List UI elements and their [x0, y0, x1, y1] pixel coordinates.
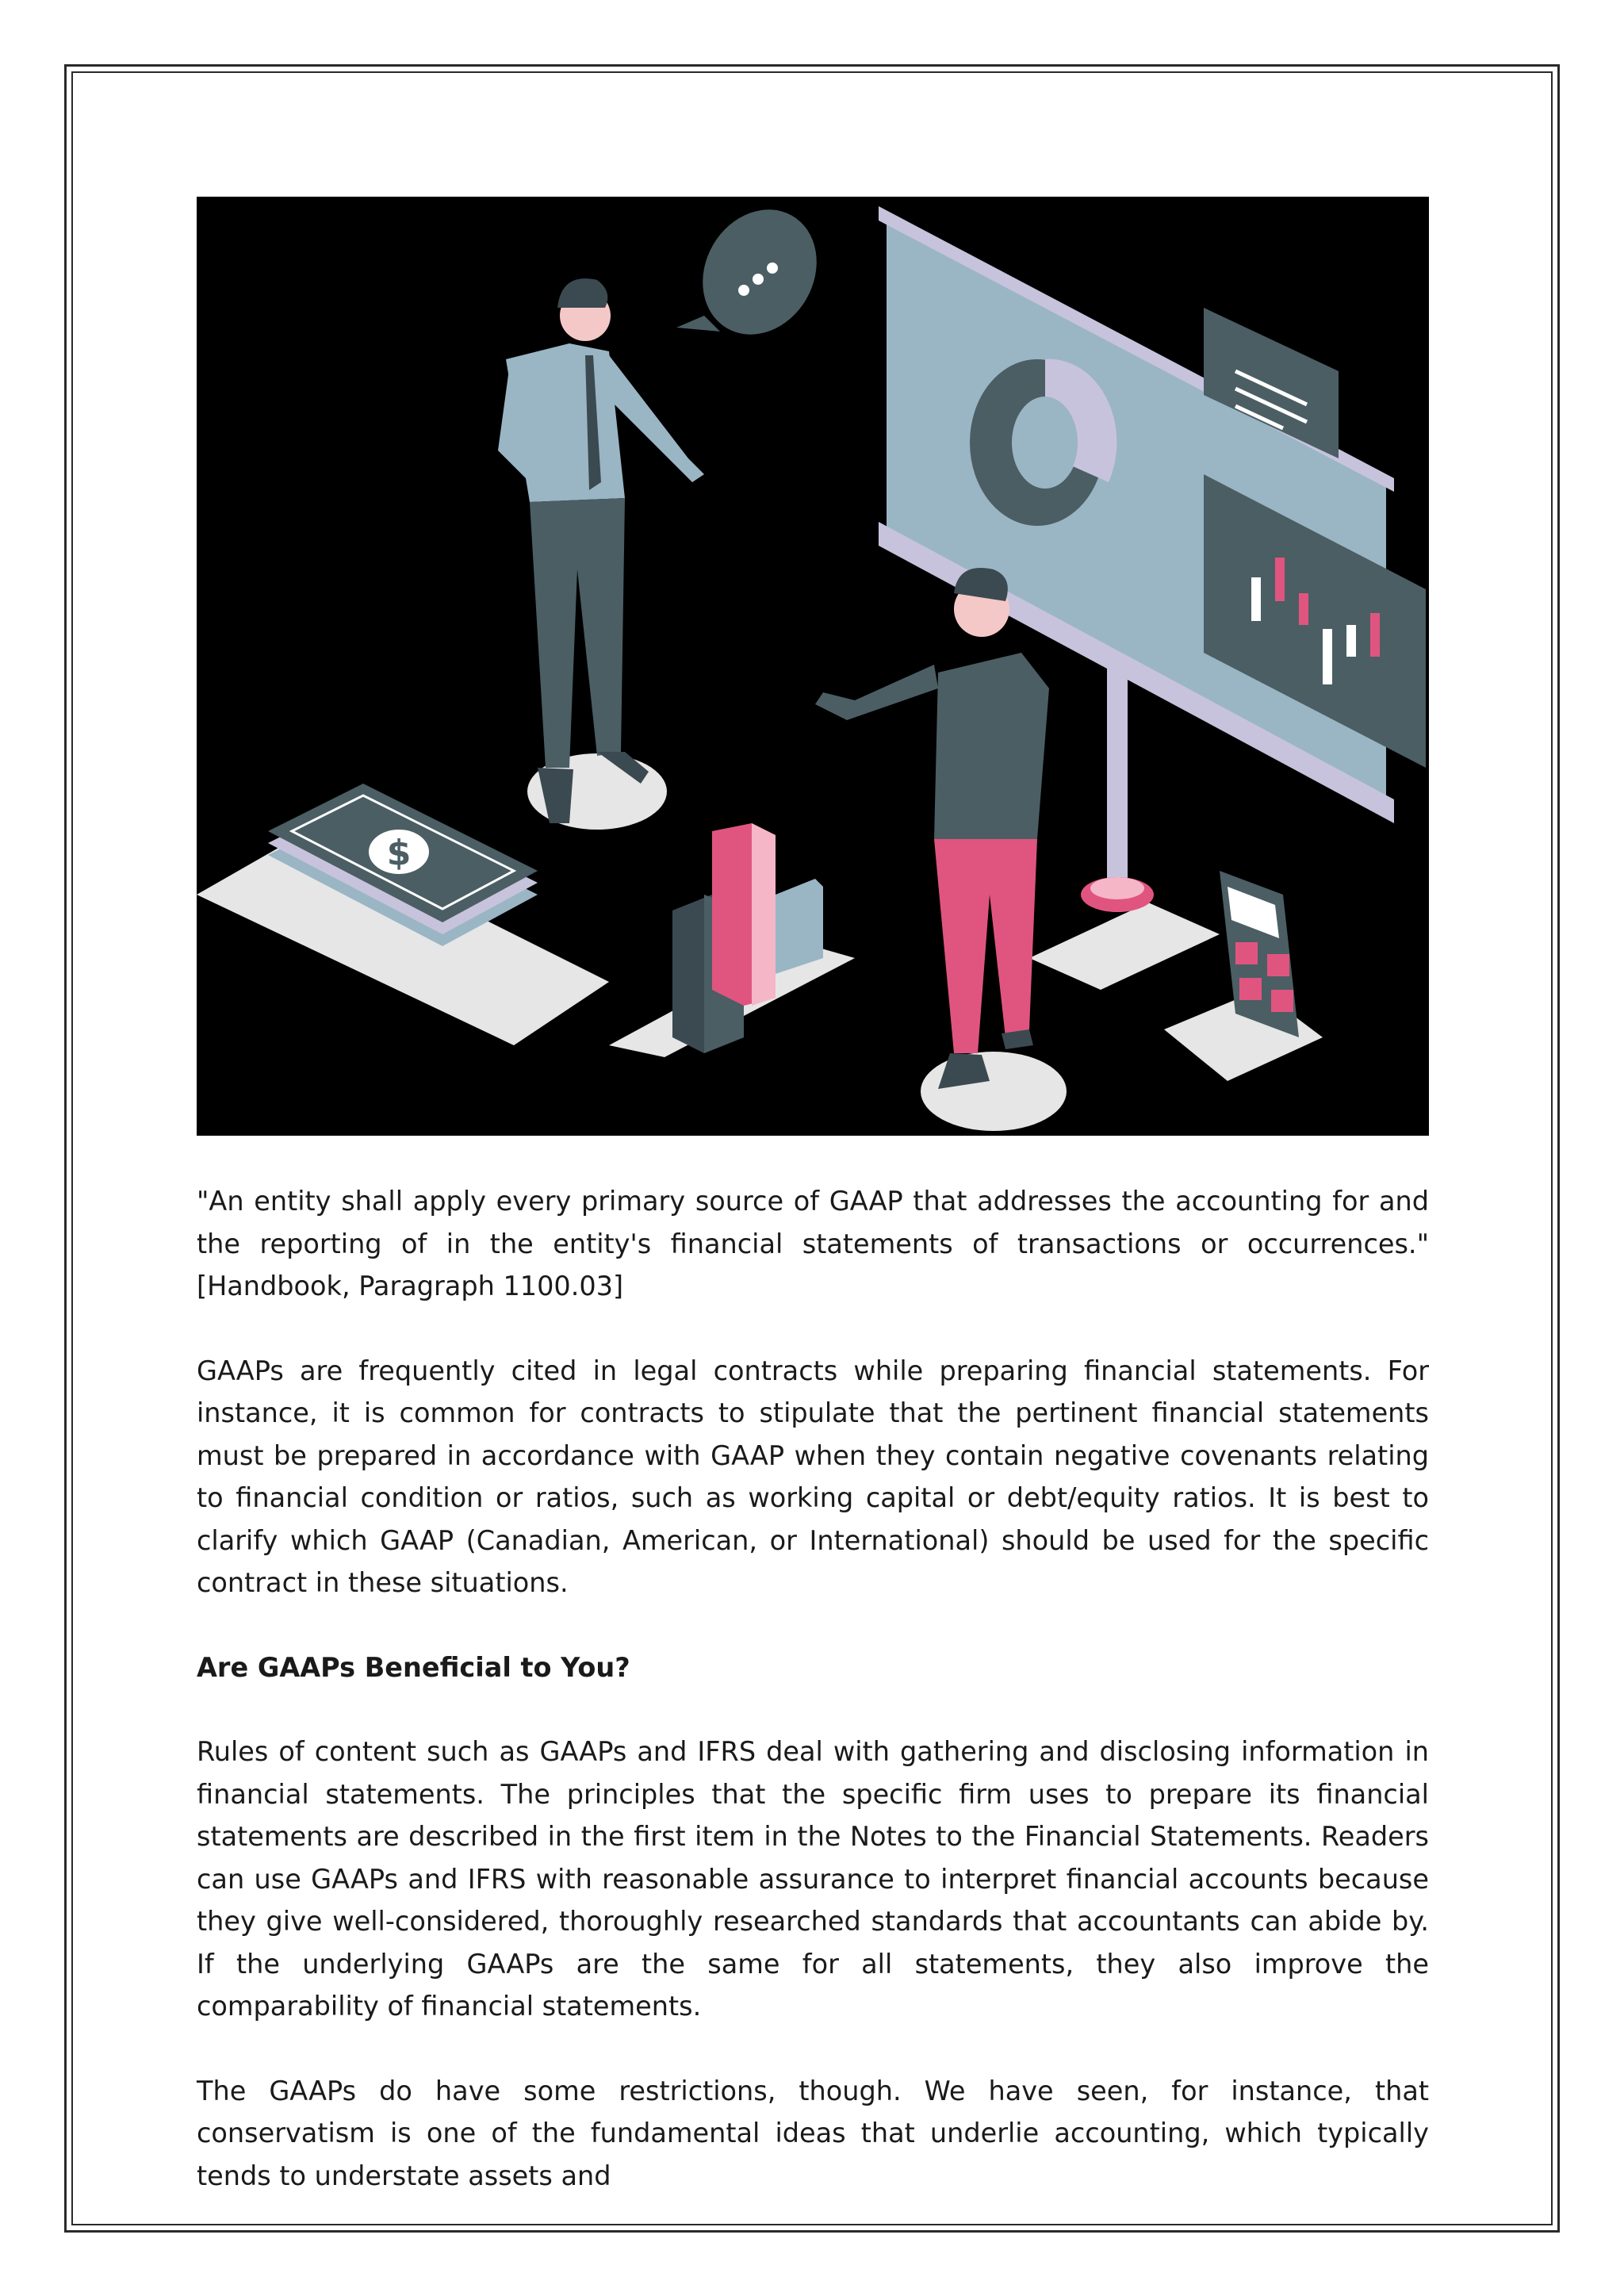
- money-symbol: $: [386, 833, 412, 873]
- person-listener: [815, 568, 1049, 1089]
- board-shadow: [1029, 903, 1220, 990]
- business-illustration: [197, 197, 1429, 1136]
- benefits-paragraph: Rules of content such as GAAPs and IFRS deal with gathering and disclosing information in financial statements. The principles that the specific firm uses to prepare its financial statements are described in the first item in the Notes to the Financial Statements. Readers can use GAAPs and IFRS with reasonable assurance to interpret financial accounts because they give well-considered, thoroughly researched standards that accountants can abide by. If the underlying GAAPs are the same for all statements, they also improve the comparability of financial statements.: [197, 1736, 1429, 2022]
- restrictions-paragraph: The GAAPs do have some restrictions, though. We have seen, for instance, that conservatism is one of the fundamental ideas that underlie accounting, which typically tends to understate assets and: [197, 2075, 1429, 2191]
- quote-paragraph: "An entity shall apply every primary source of GAAP that addresses the accounting for and the reporting of in the entity's financial statements of transactions or occurrences." [Handbook, Paragraph 1100.03]: [197, 1186, 1429, 1301]
- article-body: [197, 1180, 1429, 2197]
- person-presenter: [498, 278, 704, 823]
- contracts-paragraph: GAAPs are frequently cited in legal contracts while preparing financial statements. For instance, it is common for contracts to stipulate that the pertinent financial statements must be prepared in accordance with GAAP when they contain negative covenants relating to financial condition or ratios, such as working capital or debt/equity ratios. It is best to clarify which GAAP (Canadian, American, or International) should be used for the specific contract in these situations.: [197, 1355, 1429, 1598]
- section-heading: Are GAAPs Beneficial to You?: [197, 1651, 630, 1683]
- speech-bubble-icon: [676, 197, 839, 355]
- bar-chart-icon: [672, 823, 823, 1053]
- floor-disc-listener: [921, 1052, 1067, 1131]
